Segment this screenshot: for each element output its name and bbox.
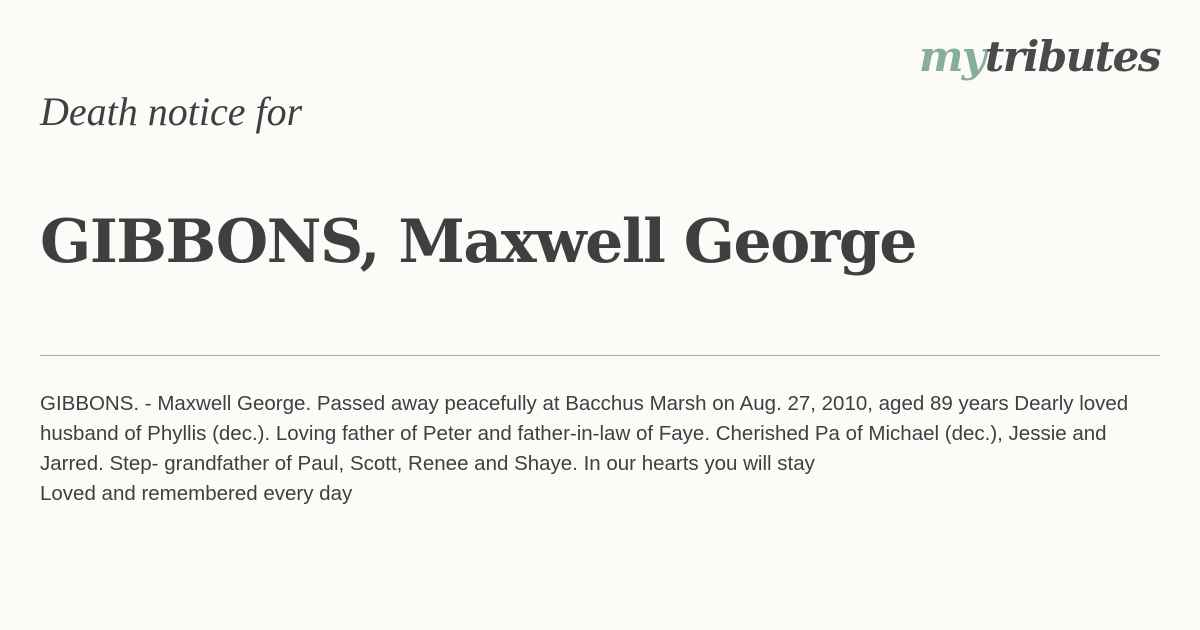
logo-prefix: my — [918, 32, 985, 81]
notice-body: GIBBONS. - Maxwell George. Passed away peacefully at Bacchus Marsh on Aug. 27, 2010, aged 89 years Dearly loved husband of Phyllis (dec.). Loving father of Peter and father-in-law of Faye. Cherished Pa of Michael (dec.), Jessie and Jarred. Step- grandfather of Paul, Scott, Renee and Shaye. In our hearts you will stay Loved and remembered every day — [40, 392, 1129, 505]
deceased-name: GIBBONS, Maxwell George — [40, 207, 916, 277]
logo-suffix: tributes — [984, 32, 1160, 81]
mytributes-logo[interactable] — [918, 32, 1160, 81]
notice-label: Death notice for — [40, 89, 303, 134]
divider — [40, 355, 1160, 356]
